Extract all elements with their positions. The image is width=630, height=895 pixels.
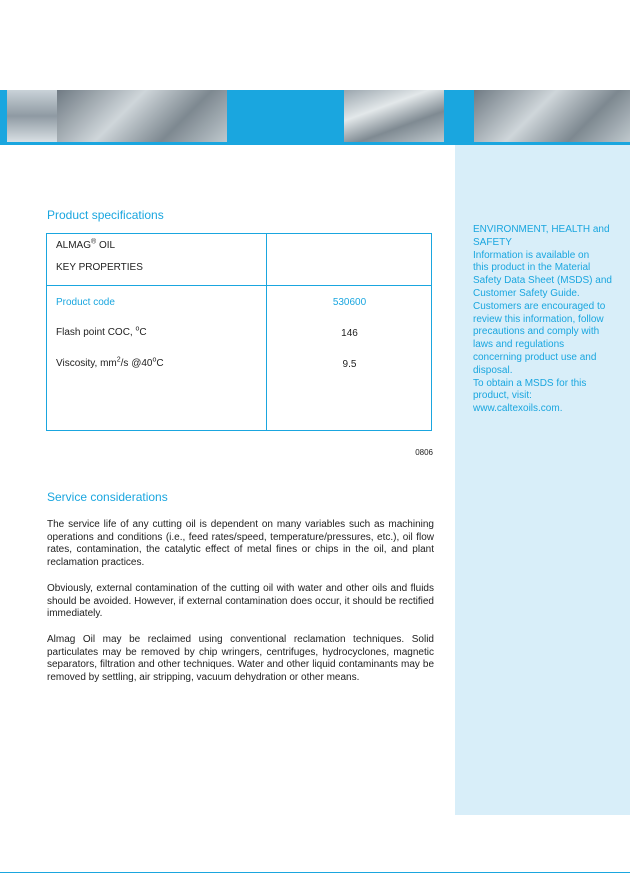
banner-blue-block bbox=[0, 90, 7, 142]
spec-table bbox=[46, 233, 432, 431]
ehs-heading: SAFETY bbox=[473, 236, 512, 248]
ehs-line: Safety Data Sheet (MSDS) and bbox=[473, 275, 612, 287]
flash-point-value: 146 bbox=[341, 328, 358, 339]
ehs-notice bbox=[473, 224, 625, 416]
product-code-label: Product code bbox=[56, 297, 115, 308]
service-paragraph: Almag Oil may be reclaimed using conventional reclamation techniques. Solid particulates may be removed by chip wringers, centrifuges, hydrocyclones, magnetic separators, filtration and other techniques. Water and other liquid contaminants may be removed by settling, air stripping, vacuum dehydration or other means. bbox=[47, 634, 434, 684]
banner-photo-bearing bbox=[7, 90, 57, 142]
banner-blue-block bbox=[227, 90, 344, 142]
product-code-value: 530600 bbox=[332, 297, 367, 308]
date-code: 0806 bbox=[415, 448, 433, 457]
ehs-line: Customers are encouraged to bbox=[473, 300, 606, 312]
ehs-line: Information is available on bbox=[473, 249, 590, 261]
service-paragraph: The service life of any cutting oil is dependent on many variables such as machining operations and conditions (i.e., feed rates/speed, temperature/pressures, etc.), oil flow rates, contamination, the catalytic effect of metal fines or chips in the oil, and plant reclamation practices. bbox=[47, 519, 434, 569]
viscosity-value: 9.5 bbox=[342, 359, 357, 370]
ehs-line: To obtain a MSDS for this bbox=[473, 377, 587, 389]
ehs-link[interactable]: www.caltexoils.com. bbox=[473, 403, 563, 415]
ehs-line: precautions and comply with bbox=[473, 326, 600, 338]
ehs-line: this product in the Material bbox=[473, 262, 591, 274]
flash-point-label: Flash point COC, $^o$C bbox=[56, 325, 147, 338]
banner-photo-bearing-ring bbox=[57, 90, 227, 142]
banner-blue-block bbox=[444, 90, 474, 142]
service-paragraph: Obviously, external contamination of the cutting oil with water and other oils and fluids should be avoided. However, if external contamination does occur, it should be rectified immediately. bbox=[47, 583, 434, 620]
ehs-line: laws and regulations bbox=[473, 339, 565, 351]
service-title: Service considerations bbox=[47, 490, 168, 504]
table-divider bbox=[47, 285, 431, 286]
header-banner bbox=[0, 90, 630, 142]
key-properties-label: KEY PROPERTIES bbox=[56, 262, 143, 273]
footer-rule bbox=[0, 872, 630, 873]
banner-photo-tooling bbox=[474, 90, 630, 142]
ehs-line: product, visit: bbox=[473, 390, 532, 402]
specs-title: Product specifications bbox=[47, 208, 164, 222]
viscosity-label: Viscosity, $mm^2/s$ @40$^o$C bbox=[56, 356, 164, 369]
ehs-line: Customer Safety Guide. bbox=[473, 287, 580, 299]
product-name: ALMAG® OIL bbox=[56, 238, 116, 251]
banner-photo-machine bbox=[344, 90, 444, 142]
ehs-line: review this information, follow bbox=[473, 313, 604, 325]
ehs-line: concerning product use and bbox=[473, 351, 597, 363]
ehs-line: disposal. bbox=[473, 364, 513, 376]
ehs-heading: ENVIRONMENT, HEALTH and bbox=[473, 224, 610, 235]
